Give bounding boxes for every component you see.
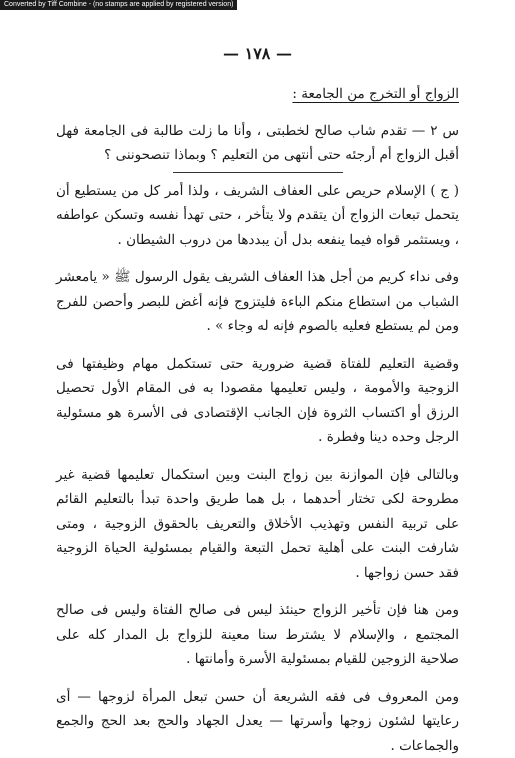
hadith-paragraph: وفى نداء كريم من أجل هذا العفاف الشريف يقول الرسول ﷺ « يامعشر الشباب من استطاع منكم الباءة فليتزوج فإنه أغض للبصر وأحصن للفرج ومن لم يستطع فعليه بالصوم فإنه له وجاء » . [56, 265, 459, 339]
question-paragraph: س ٢ — تقدم شاب صالح لخطبتى ، وأنا ما زلت طالبة فى الجامعة فهل أقبل الزواج أم أرجئه حتى أنتهى من التعليم ؟ وبماذا تنصحوننى ؟ [56, 119, 459, 168]
section-title: الزواج أو التخرج من الجامعة : [56, 82, 459, 107]
conversion-watermark: Converted by Tiff Combine - (no stamps are applied by registered version) [0, 0, 237, 10]
education-paragraph: وقضية التعليم للفتاة قضية ضرورية حتى تستكمل مهام وظيفتها فى الزوجية والأمومة ، وليس تعليمها مقصودا به فى المقام الأول تحصيل الرزق أو اكتساب الثروة فإن الجانب الإقتصادى فى الأسرة هو مسئولية الرجل وحده دينا وفطرة . [56, 352, 459, 450]
page-number: — ١٧٨ — [0, 44, 515, 63]
divider-rule [173, 172, 343, 173]
balance-paragraph: وبالتالى فإن الموازنة بين زواج البنت وبين استكمال تعليمها قضية غير مطروحة لكى تختار أحدهما ، بل هما طريق واحدة تبدأ بالتعليم القائم على تربية النفس وتهذيب الأخلاق والتعريف بالحقوق الزوجية ، ومتى شارفت البنت على أهلية تحمل التبعة والقيام بمسئولية الحياة الزوجية فقد حسن زواجها . [56, 463, 459, 586]
page-body [56, 82, 459, 758]
delay-paragraph: ومن هنا فإن تأخير الزواج حينئذ ليس فى صالح الفتاة وليس فى صالح المجتمع ، والإسلام لا يشترط سنا معينة للزواج بل المدار كله على صلاحية الزوجين للقيام بمسئولية الأسرة وأمانتها . [56, 598, 459, 672]
jurisprudence-paragraph: ومن المعروف فى فقه الشريعة أن حسن تبعل المرأة لزوجها — أى رعايتها لشئون زوجها وأسرتها — يعدل الجهاد والحج بعد الحج والجمع والجماعات . [56, 685, 459, 758]
answer-paragraph: ( ج ) الإسلام حريص على العفاف الشريف ، ولذا أمر كل من يستطيع أن يتحمل تبعات الزواج أن يتقدم ولا يتأخر ، حتى تهدأ نفسه وتسكن عواطفه ، ويستثمر قواه فيما ينفعه بدل أن يبددها من دروب الشيطان . [56, 179, 459, 253]
